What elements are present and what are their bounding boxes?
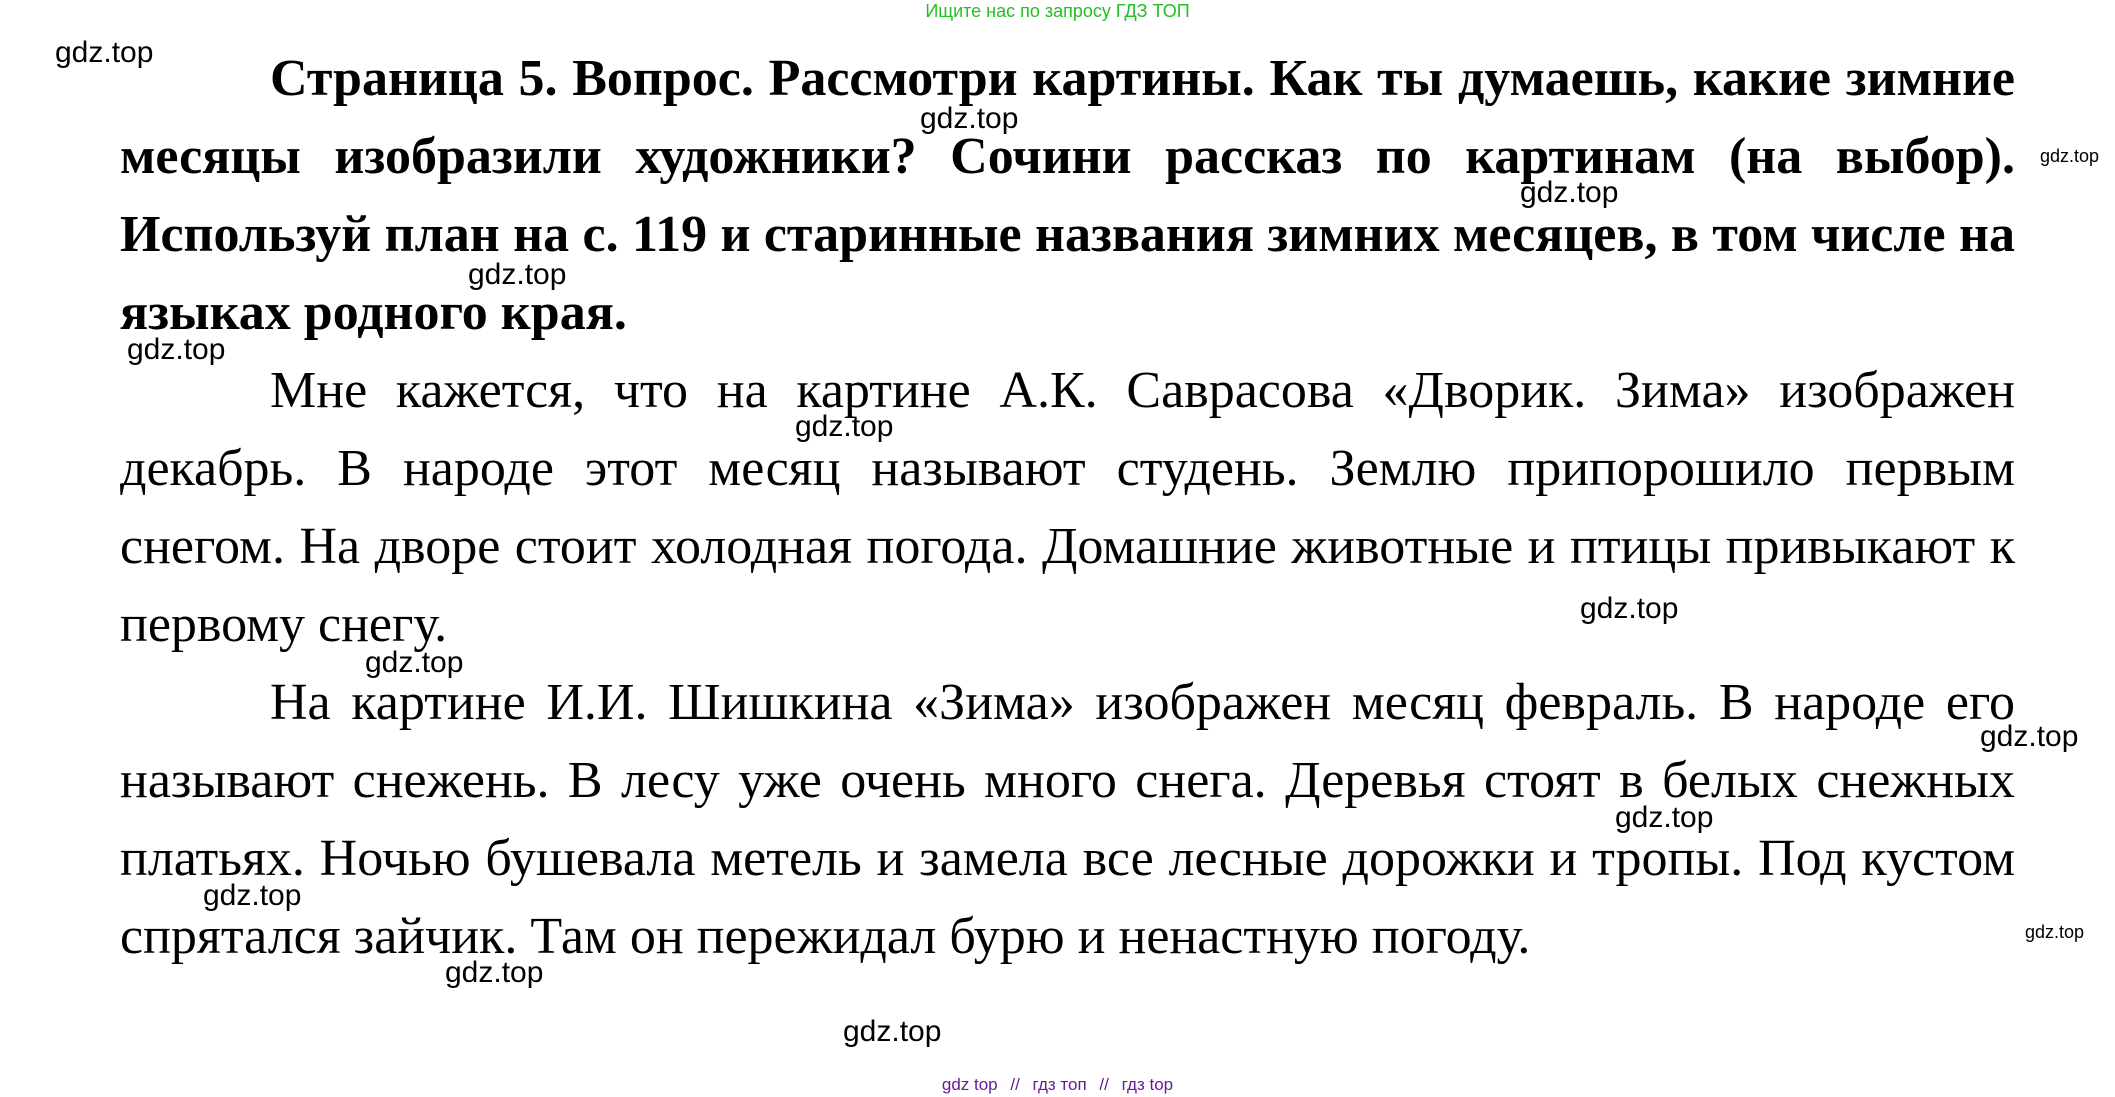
- question-text: Страница 5. Вопрос. Рассмотри картины. Как ты думаешь, какие зимние месяцы изобразили художники? Сочини рассказ по картинам (на выбор). Используй план на с. 119 и старинные названия зимних месяцев, в том числе на языках родного края.: [120, 50, 2015, 341]
- top-banner: Ищите нас по запросу ГДЗ ТОП: [925, 1, 1190, 21]
- watermark: gdz.top: [795, 410, 894, 443]
- watermark: gdz.top: [2025, 922, 2085, 942]
- watermark: gdz.top: [1520, 176, 1619, 209]
- watermark: gdz.top: [468, 258, 567, 291]
- answer-paragraph-2: На картине И.И. Шишкина «Зима» изображен месяц февраль. В народе его называют снежень. В лесу уже очень много снега. Деревья стоят в белых снежных платьях. Ночью бушевала метель и замела все лесные дорожки и тропы. Под кустом спрятался зайчик. Там он пережидал бурю и ненастную погоду.: [120, 674, 2015, 965]
- footer-link-gdz-top-ru[interactable]: гдз топ: [1032, 1075, 1087, 1094]
- answer-paragraph-1: Мне кажется, что на картине А.К. Саврасова «Дворик. Зима» изображен декабрь. В народе этот месяц называют студень. Землю припорошило первым снегом. На дворе стоит холодная погода. Домашние животные и птицы привыкают к первому снегу.: [120, 362, 2015, 653]
- footer-separator: //: [1099, 1075, 1109, 1094]
- footer-links: [0, 1075, 2115, 1095]
- watermark: gdz.top: [127, 333, 226, 366]
- watermark: gdz.top: [920, 102, 1019, 135]
- footer-link-gdz-top[interactable]: gdz top: [941, 1075, 998, 1094]
- watermark: gdz.top: [2040, 146, 2100, 166]
- watermark: gdz.top: [55, 36, 154, 69]
- watermark: gdz.top: [445, 956, 544, 989]
- watermark: gdz.top: [1615, 801, 1714, 834]
- watermark: gdz.top: [365, 646, 464, 679]
- watermark: gdz.top: [1580, 592, 1679, 625]
- footer-link-gdz-top-mixed[interactable]: гдз top: [1121, 1075, 1174, 1094]
- document-content: [120, 40, 2015, 976]
- watermark: gdz.top: [843, 1015, 942, 1048]
- watermark: gdz.top: [203, 879, 302, 912]
- footer-separator: //: [1010, 1075, 1020, 1094]
- watermark: gdz.top: [1980, 720, 2079, 753]
